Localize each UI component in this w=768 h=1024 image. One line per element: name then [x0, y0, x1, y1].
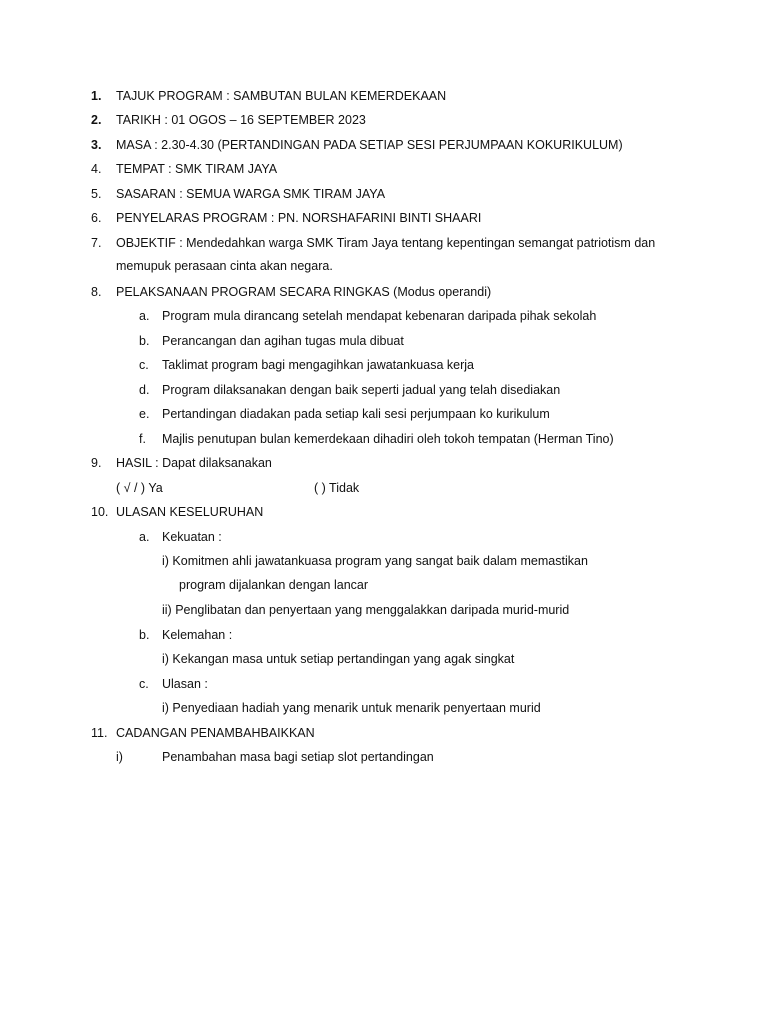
sub-letter: d.	[139, 383, 150, 397]
item-text: SASARAN : SEMUA WARGA SMK TIRAM JAYA	[116, 187, 386, 201]
item-number: 11.	[91, 726, 108, 740]
sub-text: Pertandingan diadakan pada setiap kali sesi perjumpaan ko kurikulum	[162, 407, 550, 421]
sub-text: Penambahan masa bagi setiap slot pertandingan	[162, 750, 434, 764]
hasil-tidak-option: ( ) Tidak	[314, 481, 360, 495]
sub-text: ii) Penglibatan dan penyertaan yang menggalakkan daripada murid-murid	[162, 603, 570, 617]
item-number: 5.	[91, 187, 102, 201]
item-text: CADANGAN PENAMBAHBAIKKAN	[116, 726, 315, 740]
item-text: OBJEKTIF : Mendedahkan warga SMK Tiram Jaya tentang kepentingan semangat patriotism dan	[116, 236, 656, 250]
sub-text: program dijalankan dengan lancar	[179, 578, 369, 592]
sub-text: Kekuatan :	[162, 530, 222, 544]
item-text: TAJUK PROGRAM : SAMBUTAN BULAN KEMERDEKAAN	[116, 89, 447, 103]
sub-text: Ulasan :	[162, 677, 208, 691]
item-text: PENYELARAS PROGRAM : PN. NORSHAFARINI BINTI SHAARI	[116, 211, 482, 225]
sub-letter: b.	[139, 334, 150, 348]
sub-letter: f.	[139, 432, 146, 446]
item-number: 4.	[91, 162, 102, 176]
sub-text: Program mula dirancang setelah mendapat kebenaran daripada pihak sekolah	[162, 309, 597, 323]
sub-text: Perancangan dan agihan tugas mula dibuat	[162, 334, 404, 348]
item-number: 8.	[91, 285, 102, 299]
item-text: MASA : 2.30-4.30 (PERTANDINGAN PADA SETIAP SESI PERJUMPAAN KOKURIKULUM)	[116, 138, 623, 152]
sub-numeral: i)	[116, 750, 123, 764]
item-number: 6.	[91, 211, 102, 225]
item-number: 10.	[91, 505, 109, 519]
sub-text: i) Kekangan masa untuk setiap pertandingan yang agak singkat	[162, 652, 515, 666]
sub-letter: c.	[139, 358, 149, 372]
item-number: 7.	[91, 236, 102, 250]
sub-text: Taklimat program bagi mengagihkan jawatankuasa kerja	[162, 358, 474, 372]
item-text: ULASAN KESELURUHAN	[116, 505, 264, 519]
sub-text: Kelemahan :	[162, 628, 233, 642]
sub-text: Program dilaksanakan dengan baik seperti jadual yang telah disediakan	[162, 383, 561, 397]
item-text: TEMPAT : SMK TIRAM JAYA	[116, 162, 278, 176]
item-number: 3.	[91, 138, 102, 152]
item-number: 2.	[91, 113, 102, 127]
hasil-ya-option: ( √ / ) Ya	[116, 481, 163, 495]
item-text: TARIKH : 01 OGOS – 16 SEPTEMBER 2023	[116, 113, 366, 127]
item-text: memupuk perasaan cinta akan negara.	[116, 259, 333, 273]
item-text: PELAKSANAAN PROGRAM SECARA RINGKAS (Modus operandi)	[116, 285, 492, 299]
sub-text: Majlis penutupan bulan kemerdekaan dihadiri oleh tokoh tempatan (Herman Tino)	[162, 432, 614, 446]
sub-letter: a.	[139, 309, 150, 323]
item-text: HASIL : Dapat dilaksanakan	[116, 456, 272, 470]
sub-letter: a.	[139, 530, 150, 544]
item-number: 1.	[91, 89, 102, 103]
sub-letter: c.	[139, 677, 149, 691]
sub-letter: b.	[139, 628, 150, 642]
sub-text: i) Komitmen ahli jawatankuasa program yang sangat baik dalam memastikan	[162, 554, 588, 568]
item-number: 9.	[91, 456, 102, 470]
sub-text: i) Penyediaan hadiah yang menarik untuk menarik penyertaan murid	[162, 701, 541, 715]
sub-letter: e.	[139, 407, 150, 421]
